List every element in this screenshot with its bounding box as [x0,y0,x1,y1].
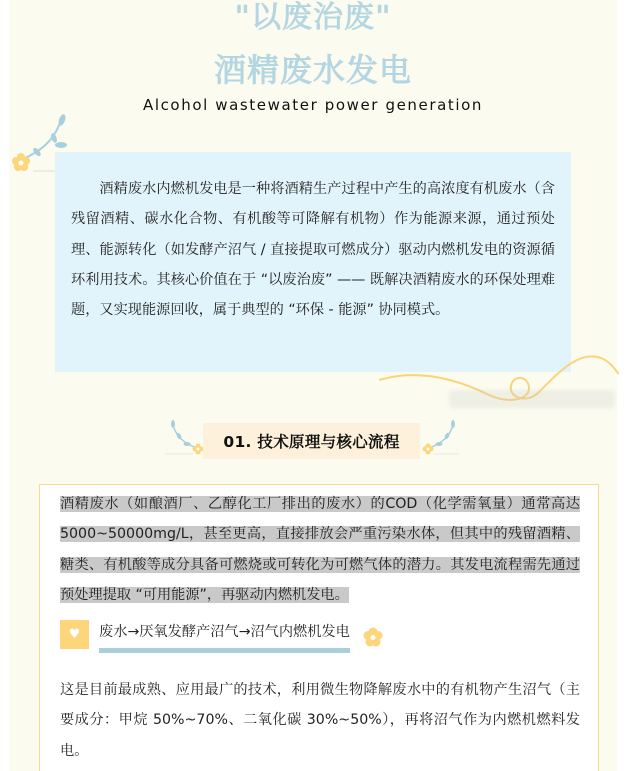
section-heading-text: 01. 技术原理与核心流程 [223,433,400,451]
left-branch-icon [165,420,205,456]
right-branch-icon [419,420,459,456]
subsection-heading-text: 废水→厌氧发酵产沼气→沼气内燃机发电 [99,621,350,647]
heart-icon: ♥ [60,620,89,649]
article-page [9,0,617,771]
intro-box [55,152,571,372]
title-line-1: "以废治废" [234,0,392,35]
section-heading [203,423,420,459]
content-box [39,484,599,771]
intro-paragraph: 酒精废水内燃机发电是一种将酒精生产过程中产生的高浓度有机废水（含残留酒精、碳水化合物、有机酸等可降解有机物）作为能源来源，通过预处理、能源转化（如发酵产沼气 / 直接提取可燃成分）驱动内燃机发电的资源循环利用技术。其核心价值在于 “以废治废” —— 既解决酒精废水的环保处理难题，又实现能源回收，属于典型的 “环保 - 能源” 协同模式。 [71,181,555,319]
highlighted-paragraph[interactable] [60,489,580,610]
subtitle: Alcohol wastewater power generation [142,96,484,114]
flower-icon [362,626,384,648]
subsection-paragraph: 这是目前最成熟、应用最广的技术，利用微生物降解废水中的有机物产生沼气（主要成分：甲烷 50%~70%、二氧化碳 30%~50%），再将沼气作为内燃机燃料发电。 [60,682,580,759]
subsection-heading [60,617,384,651]
watermark [449,390,615,408]
title-line-2: 酒精废水发电 [213,51,412,89]
selected-text[interactable]: 酒精废水（如酿酒厂、乙醇化工厂排出的废水）的COD（化学需氧量）通常高达 5000~50000mg/L，甚至更高，直接排放会严重污染水体，但其中的残留酒精、糖类、有机酸等成分具备可燃烧或可转化为可燃气体的潜力。其发电流程需先通过预处理提取 “可用能源”，再驱动内燃机发电。 [60,496,580,603]
